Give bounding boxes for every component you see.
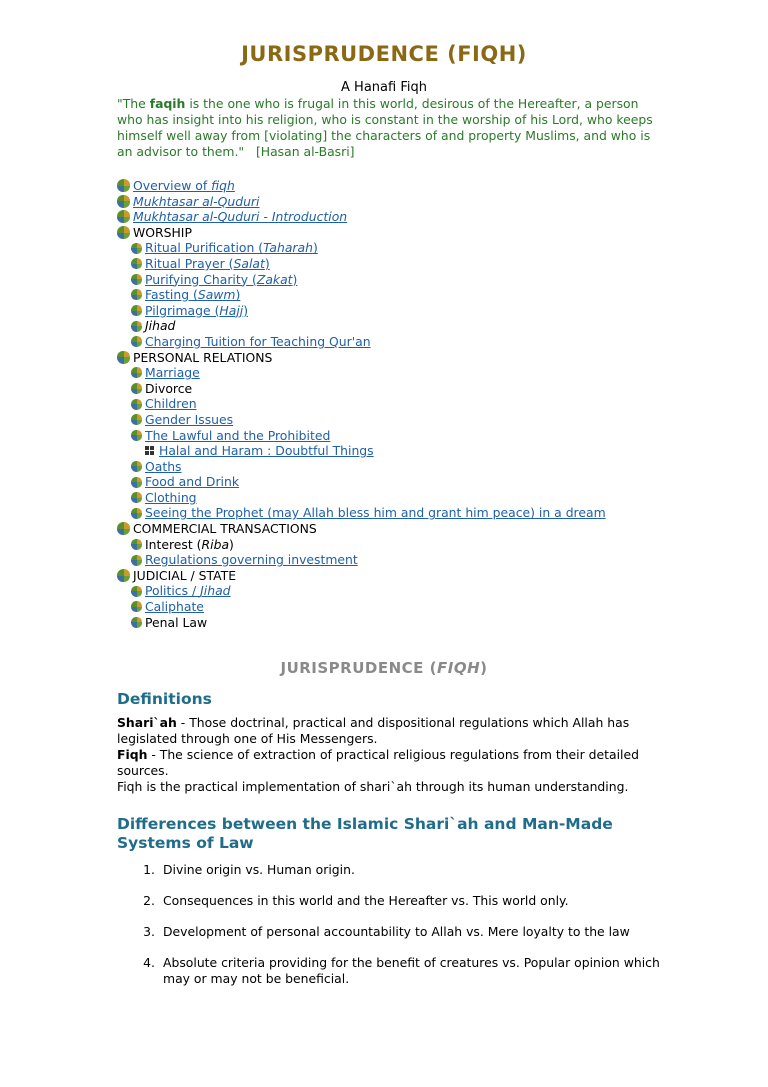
- toc-item-purification[interactable]: Ritual Purification (Taharah): [117, 240, 677, 256]
- globe-bullet-icon: [131, 539, 142, 550]
- toc-item-interest: Interest (Riba): [117, 537, 677, 553]
- toc-item-caliphate[interactable]: Caliphate: [117, 599, 677, 615]
- quote-term: faqih: [149, 96, 186, 111]
- quote-attribution: [Hasan al-Basri]: [255, 144, 355, 159]
- toc-category-worship: WORSHIP: [117, 225, 677, 241]
- globe-bullet-icon: [131, 289, 142, 300]
- globe-bullet-icon: [117, 522, 130, 535]
- globe-bullet-icon: [131, 586, 142, 597]
- toc-item-prayer[interactable]: Ritual Prayer (Salat): [117, 256, 677, 272]
- toc-item-food[interactable]: Food and Drink: [117, 474, 677, 490]
- toc-category-personal: PERSONAL RELATIONS: [117, 350, 677, 366]
- globe-bullet-icon: [117, 569, 130, 582]
- globe-bullet-icon: [131, 414, 142, 425]
- section-title: JURISPRUDENCE (FIQH): [280, 659, 488, 677]
- intro-quote: "The faqih is the one who is frugal in this world, desirous of the Hereafter, a person who has insight into his religion, who is constant in the worship of his Lord, who keeps himself well away from [violating] the characters of and property Muslims, and who is an advisor to them." [Hasan al-Basri]: [117, 96, 653, 159]
- toc-item-lawful[interactable]: The Lawful and the Prohibited: [117, 428, 677, 444]
- page-subtitle: A Hanafi Fiqh: [341, 80, 427, 95]
- toc-item-fasting[interactable]: Fasting (Sawm): [117, 287, 677, 303]
- globe-bullet-icon: [131, 383, 142, 394]
- toc-item-halal[interactable]: Halal and Haram : Doubtful Things: [117, 443, 677, 459]
- toc-item-mukhtasar-intro[interactable]: Mukhtasar al-Quduri - Introduction: [117, 209, 677, 225]
- toc-item-charity[interactable]: Purifying Charity (Zakat): [117, 272, 677, 288]
- toc-item-oaths[interactable]: Oaths: [117, 459, 677, 475]
- toc-item-politics[interactable]: Politics / Jihad: [117, 583, 677, 599]
- globe-bullet-icon: [131, 477, 142, 488]
- definitions-body: [117, 715, 657, 795]
- globe-bullet-icon: [117, 351, 130, 364]
- shariah-definition: Shari`ah - Those doctrinal, practical and dispositional regulations which Allah has legislated through one of His Messengers.: [117, 715, 630, 746]
- differences-list: [117, 862, 677, 1002]
- toc-item-clothing[interactable]: Clothing: [117, 490, 677, 506]
- globe-bullet-icon: [131, 430, 142, 441]
- globe-bullet-icon: [131, 305, 142, 316]
- globe-bullet-icon: [131, 461, 142, 472]
- list-item: 1. Divine origin vs. Human origin.: [143, 862, 355, 877]
- fiqh-definition: Fiqh - The science of extraction of practical religious regulations from their detailed sources.: [117, 747, 639, 778]
- toc-item-tuition[interactable]: Charging Tuition for Teaching Qur'an: [117, 334, 677, 350]
- globe-bullet-icon: [131, 617, 142, 628]
- toc-item-pilgrimage[interactable]: Pilgrimage (Hajj): [117, 303, 677, 319]
- table-of-contents: [117, 178, 677, 630]
- toc-item-prophet-dream[interactable]: Seeing the Prophet (may Allah bless him and grant him peace) in a dream: [117, 505, 677, 521]
- toc-item-penal: Penal Law: [117, 615, 677, 631]
- globe-bullet-icon: [131, 367, 142, 378]
- globe-bullet-icon: [131, 321, 142, 332]
- globe-bullet-icon: [131, 274, 142, 285]
- differences-heading: Differences between the Islamic Shari`ah and Man-Made Systems of Law: [117, 815, 613, 852]
- globe-bullet-icon: [117, 226, 130, 239]
- globe-bullet-icon: [131, 336, 142, 347]
- globe-bullet-icon: [131, 258, 142, 269]
- page-title: JURISPRUDENCE (FIQH): [241, 42, 527, 66]
- globe-bullet-icon: [131, 399, 142, 410]
- definitions-heading: Definitions: [117, 690, 212, 708]
- fiqh-implementation: Fiqh is the practical implementation of shari`ah through its human understanding.: [117, 779, 629, 794]
- globe-bullet-icon: [131, 492, 142, 503]
- list-item: 3. Development of personal accountability to Allah vs. Mere loyalty to the law: [143, 924, 630, 940]
- globe-bullet-icon: [117, 179, 130, 192]
- toc-item-children[interactable]: Children: [117, 396, 677, 412]
- globe-bullet-icon: [131, 508, 142, 519]
- globe-bullet-icon: [131, 555, 142, 566]
- list-item: 4. Absolute criteria providing for the benefit of creatures vs. Popular opinion which may or may not be beneficial.: [143, 955, 660, 986]
- toc-item-overview[interactable]: Overview of fiqh: [117, 178, 677, 194]
- toc-item-marriage[interactable]: Marriage: [117, 365, 677, 381]
- toc-item-jihad: Jihad: [117, 318, 677, 334]
- toc-item-mukhtasar[interactable]: Mukhtasar al-Quduri: [117, 194, 677, 210]
- toc-item-divorce: Divorce: [117, 381, 677, 397]
- toc-category-commercial: COMMERCIAL TRANSACTIONS: [117, 521, 677, 537]
- globe-bullet-icon: [117, 195, 130, 208]
- globe-bullet-icon: [131, 243, 142, 254]
- toc-item-gender[interactable]: Gender Issues: [117, 412, 677, 428]
- list-item: 2. Consequences in this world and the Hereafter vs. This world only.: [143, 893, 569, 909]
- globe-bullet-icon: [117, 210, 130, 223]
- toc-category-judicial: JUDICIAL / STATE: [117, 568, 677, 584]
- square-bullet-icon: [145, 446, 155, 456]
- toc-item-regulations[interactable]: Regulations governing investment: [117, 552, 677, 568]
- globe-bullet-icon: [131, 601, 142, 612]
